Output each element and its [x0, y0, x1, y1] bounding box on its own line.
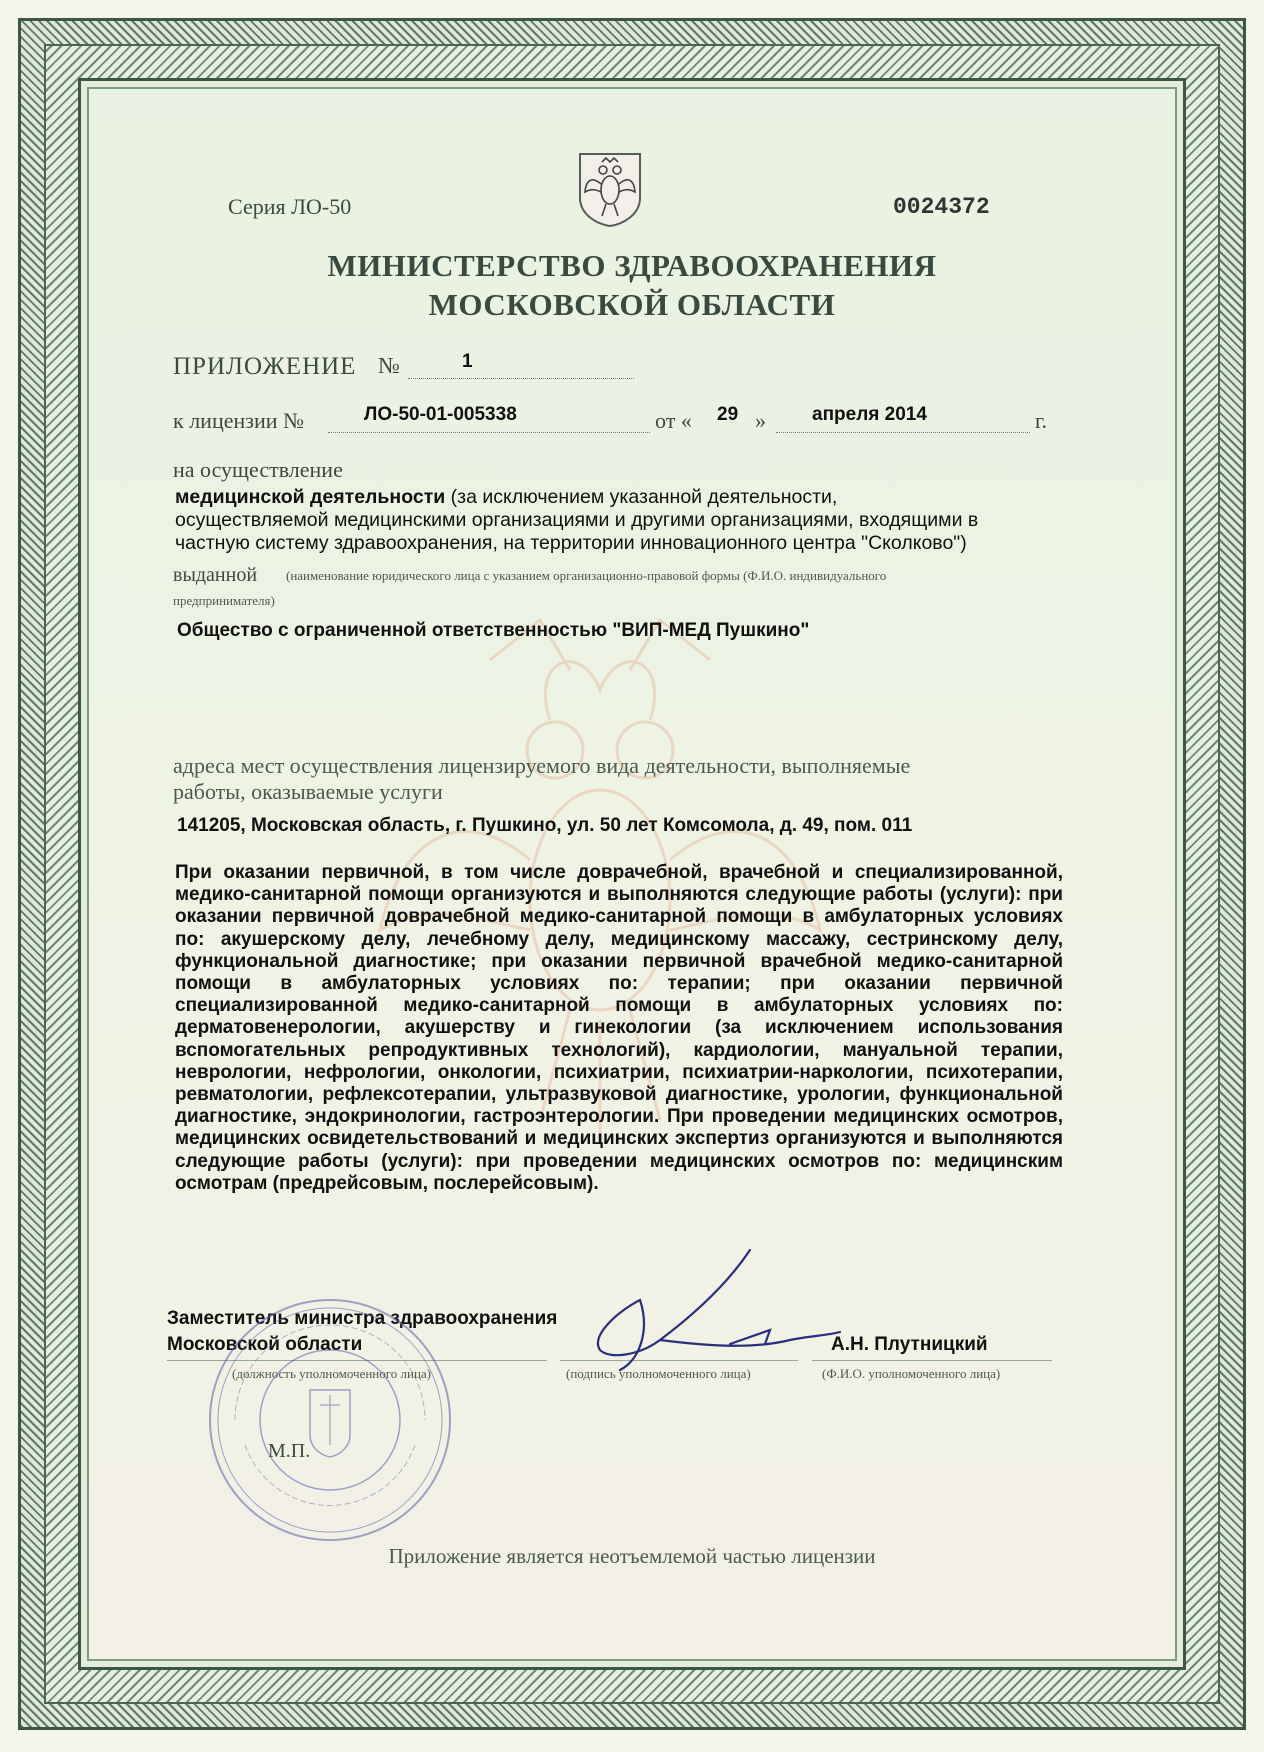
activity-label: на осуществление	[173, 457, 343, 482]
address-label-line2: работы, оказываемые услуги	[173, 779, 443, 804]
caption-position: (должность уполномоченного лица)	[232, 1366, 432, 1381]
address-label-line1: адреса мест осуществления лицензируемого вида деятельности, выполняемые	[173, 753, 911, 778]
license-year-suffix: г.	[1035, 408, 1048, 433]
license-date-from: от «	[655, 408, 692, 433]
appendix-label: ПРИЛОЖЕНИЕ	[173, 353, 357, 380]
stamp-place-label: М.П.	[268, 1440, 311, 1462]
license-number: ЛО-50-01-005338	[364, 404, 517, 425]
license-day-close: »	[755, 408, 766, 433]
signature-mark	[580, 1240, 850, 1380]
signatory-position-line2: Московской области	[167, 1334, 363, 1355]
activity-description	[175, 486, 1055, 555]
activity-bold: медицинской деятельности	[175, 486, 446, 508]
issued-label: выданной	[173, 564, 258, 586]
signatory-position-line1: Заместитель министра здравоохранения	[167, 1308, 558, 1329]
license-day: 29	[717, 404, 739, 425]
address-value: 141205, Московская область, г. Пушкино, ул. 50 лет Комсомола, д. 49, пом. 011	[177, 815, 913, 836]
organization-name: Общество с ограниченной ответственностью "ВИП-МЕД Пушкино"	[177, 620, 810, 641]
issued-caption-line2: предпринимателя)	[173, 593, 275, 608]
license-number-line	[328, 432, 650, 433]
ministry-title-line1: МИНИСТЕРСТВО ЗДРАВООХРАНЕНИЯ	[327, 248, 937, 283]
appendix-number-line	[408, 378, 634, 379]
signatory-name: А.Н. Плутницкий	[831, 1334, 988, 1355]
coat-of-arms-icon	[572, 148, 648, 228]
footer-note: Приложение является неотъемлемой частью лицензии	[388, 1544, 876, 1568]
series-label: Серия ЛО-50	[228, 194, 352, 219]
official-seal	[205, 1295, 455, 1545]
license-label: к лицензии №	[173, 408, 304, 433]
form-number: 0024372	[893, 194, 990, 220]
activity-line1: (за исключением указанной деятельности,	[445, 486, 838, 508]
license-month-line	[776, 432, 1030, 433]
activity-line2: осуществляемой медицинскими организациями и другими организациями, входящими в	[175, 509, 979, 531]
appendix-no-sign: №	[378, 353, 400, 378]
license-month-year: апреля 2014	[812, 404, 927, 425]
caption-signature: (подпись уполномоченного лица)	[566, 1366, 751, 1381]
ministry-title-line2: МОСКОВСКОЙ ОБЛАСТИ	[428, 287, 836, 322]
caption-name: (Ф.И.О. уполномоченного лица)	[822, 1366, 1001, 1381]
services-text: При оказании первичной, в том числе доврачебной, врачебной и специализированной, медико-санитарной помощи организуются и выполняются следующие работы (услуги): при оказании первичной доврачебной медико-санитарной помощи в амбулаторных условиях по: акушерскому делу, лечебному делу, медицинскому массажу, сестринскому делу, функциональной диагностике; при оказании первичной врачебной медико-санитарной помощи в амбулаторных условиях по: терапии; при оказании первичной специализированной медико-санитарной помощи в амбулаторных условиях по: дерматовенерологии, акушерству и гинекологии (за исключением использования вспомогательных репродуктивных технологий), кардиологии, мануальной терапии, неврологии, нефрологии, онкологии, психиатрии, психиатрии-наркологии, психотерапии, ревматологии, рефлексотерапии, ультразвуковой диагностике, урологии, функциональной диагностике, эндокринологии, гастроэнтерологии. При проведении медицинских осмотров, медицинских освидетельствований и медицинских экспертиз организуются и выполняются следующие работы (услуги): при проведении медицинских осмотров по: медицинским осмотрам (предрейсовым, послерейсовым).	[175, 862, 1063, 1194]
issued-caption-line1: (наименование юридического лица с указанием организационно-правовой формы (Ф.И.О. индивидуального	[286, 568, 887, 583]
activity-line3: частную систему здравоохранения, на территории инновационного центра "Сколково")	[175, 532, 967, 554]
appendix-number: 1	[462, 351, 473, 372]
